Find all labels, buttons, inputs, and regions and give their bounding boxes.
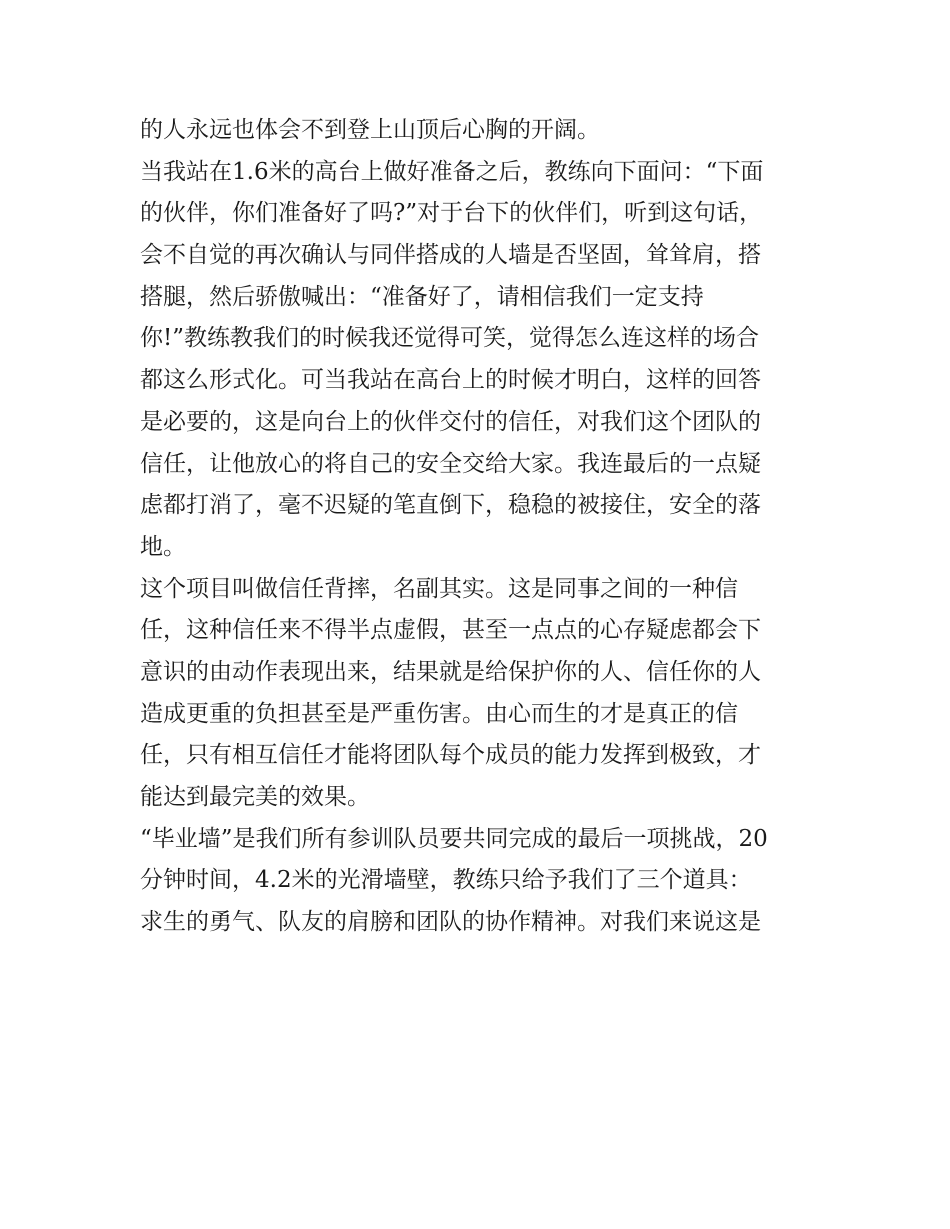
text-line: 能达到最完美的效果。 <box>140 784 370 810</box>
text-line: 都这么形式化。可当我站在高台上的时候才明白，这样的回答 <box>140 367 761 394</box>
text-line: 造成更重的负担甚至是严重伤害。由心而生的才是真正的信 <box>140 700 738 727</box>
text-line: 会不自觉的再次确认与同伴搭成的人墙是否坚固，耸耸肩，搭 <box>140 242 761 269</box>
text-line: 的人永远也体会不到登上山顶后心胸的开阔。 <box>140 117 600 143</box>
text-line: “毕业墙”是我们所有参训队员要共同完成的最后一项挑战，20 <box>140 825 768 852</box>
text-line: 信任，让他放心的将自己的安全交给大家。我连最后的一点疑 <box>140 450 761 477</box>
text-line: 的伙伴，你们准备好了吗?”对于台下的伙伴们，听到这句话， <box>140 200 763 227</box>
text-line: 意识的由动作表现出来，结果就是给保护你的人、信任你的人 <box>140 658 761 685</box>
text-line: 你!”教练教我们的时候我还觉得可笑，觉得怎么连这样的场合 <box>140 325 760 352</box>
text-line: 是必要的，这是向台上的伙伴交付的信任，对我们这个团队的 <box>140 408 761 435</box>
body-text <box>140 110 830 944</box>
text-line: 搭腿，然后骄傲喊出：“准备好了，请相信我们一定支持 <box>140 283 704 310</box>
text-line: 任，只有相互信任才能将团队每个成员的能力发挥到极致，才 <box>140 742 761 769</box>
text-line: 当我站在1.6米的高台上做好准备之后，教练向下面问：“下面 <box>140 158 764 185</box>
text-line: 分钟时间，4.2米的光滑墙壁，教练只给予我们了三个道具： <box>140 867 752 894</box>
text-line: 任，这种信任来不得半点虚假，甚至一点点的心存疑虑都会下 <box>140 617 761 644</box>
text-line: 求生的勇气、队友的肩膀和团队的协作精神。对我们来说这是 <box>140 909 761 936</box>
text-line: 虑都打消了，毫不迟疑的笔直倒下，稳稳的被接住，安全的落 <box>140 492 761 519</box>
text-line: 这个项目叫做信任背摔，名副其实。这是同事之间的一种信 <box>140 575 738 602</box>
text-line: 地。 <box>140 533 186 560</box>
